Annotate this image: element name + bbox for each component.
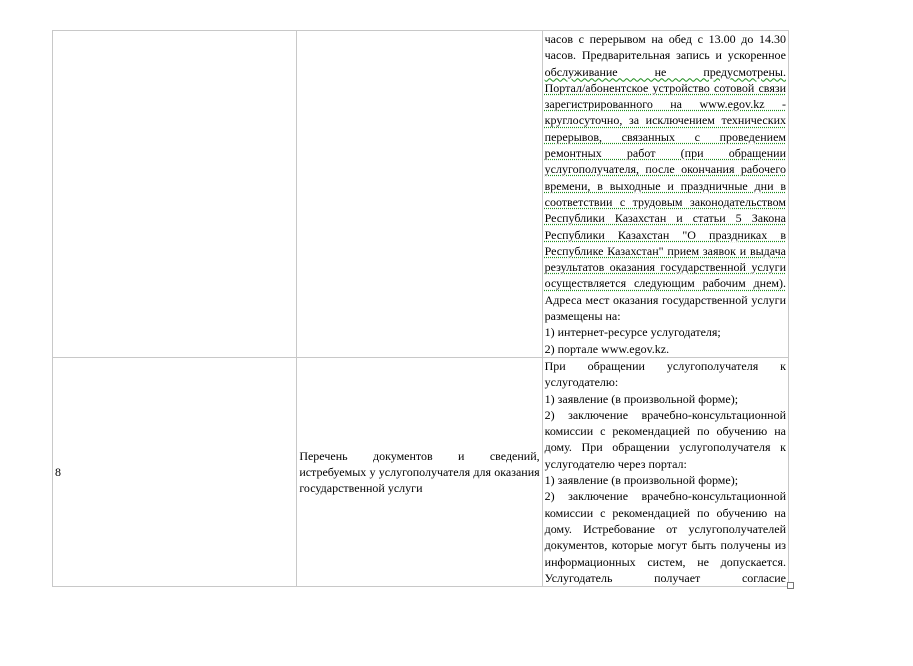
row-name-cell xyxy=(297,31,542,358)
services-table xyxy=(52,30,789,587)
content-line: 2) заключение врачебно-консультационной xyxy=(544,407,786,422)
content-line: комиссии с рекомендацией по обучению на xyxy=(544,505,786,520)
content-line: услугополучателя, после окончания рабочего xyxy=(544,162,786,177)
row-content-cell xyxy=(542,357,788,586)
content-line: Услугодатель получает согласие xyxy=(544,570,786,585)
content-line: услугодателю через портал: xyxy=(544,456,687,471)
content-line: услугодателю: xyxy=(544,375,619,390)
content-line: времени, в выходные и праздничные дни в xyxy=(544,178,786,193)
content-line: зарегистрированного на www.egov.kz - xyxy=(544,97,786,112)
content-line: Республики Казахстан "О праздниках в xyxy=(544,227,786,242)
content-line: часов с перерывом на обед с 13.00 до 14.30 xyxy=(544,32,786,46)
row-content-cell xyxy=(542,31,788,358)
table-resize-handle[interactable] xyxy=(787,582,794,589)
content-line: дому. Истребование от услугополучателей xyxy=(544,521,786,536)
content-line xyxy=(545,64,786,80)
content-line: Республики Казахстан и статьи 5 Закона xyxy=(544,211,786,226)
content-line: соответствии с трудовым законодательством xyxy=(544,194,786,209)
content-line: Адреса мест оказания государственной услуги xyxy=(544,292,786,307)
content-line: 1) интернет-ресурсе услугодателя; xyxy=(544,325,721,340)
content-line: перерывов, связанных с проведением xyxy=(544,129,786,144)
table-row xyxy=(53,357,789,586)
row-name-cell: Перечень документов и сведений, истребуемых у услугополучателя для оказания государственной услуги xyxy=(297,357,542,586)
content-line: документов, которые могут быть получены из xyxy=(544,538,786,553)
content-line: дому. При обращении услугополучателя к xyxy=(544,440,786,455)
content-line: 1) заявление (в произвольной форме); xyxy=(544,391,739,406)
content-line: круглосуточно, за исключением технических xyxy=(544,113,786,128)
content-line: 2) портале www.egov.kz. xyxy=(544,341,670,356)
content-line: ремонтных работ (при обращении xyxy=(544,146,786,161)
content-line: 1) заявление (в произвольной форме); xyxy=(544,473,739,488)
content-line: При обращении услугополучателя к xyxy=(544,358,786,373)
content-line: осуществляется следующим рабочим днем). xyxy=(544,276,786,291)
content-line: Республике Казахстан" прием заявок и выдача xyxy=(544,243,786,258)
content-line: Портал/абонентское устройство сотовой связи xyxy=(544,80,786,95)
content-line: комиссии с рекомендацией по обучению на xyxy=(544,424,786,439)
content-line: 2) заключение врачебно-консультационной xyxy=(544,489,786,504)
content-line: часов. Предварительная запись и ускоренное xyxy=(544,48,786,63)
row-number-cell xyxy=(53,31,297,358)
table-row xyxy=(53,31,789,358)
content-line: информационных систем, не допускается. xyxy=(544,554,786,569)
content-line: результатов оказания государственной услуги xyxy=(544,260,786,275)
row-number-cell: 8 xyxy=(53,357,297,586)
content-line-text: обслуживание не предусмотрены. xyxy=(544,64,786,79)
content-line: размещены на: xyxy=(544,309,621,324)
